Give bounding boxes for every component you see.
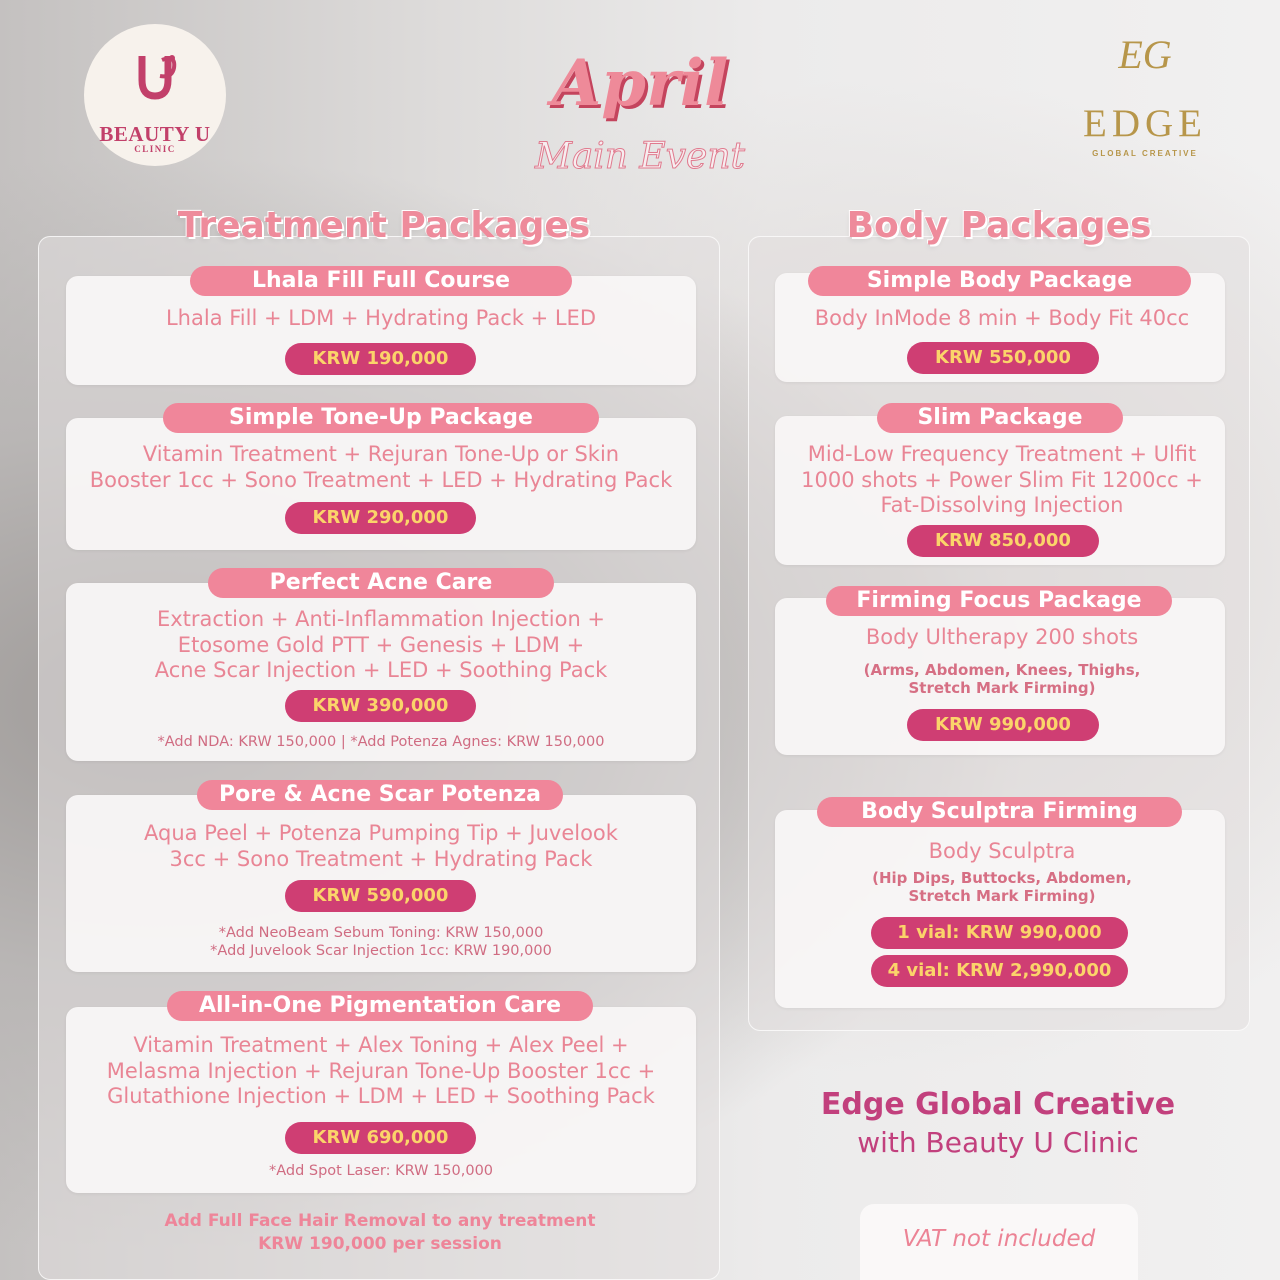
desc-line: Acne Scar Injection + LED + Soothing Pack	[154, 658, 608, 682]
package-sub-desc	[775, 661, 1229, 697]
desc-line: Body Ultherapy 200 shots	[865, 625, 1139, 649]
package-desc	[66, 1033, 696, 1110]
package-price: KRW 390,000	[285, 690, 476, 722]
desc-line: Vitamin Treatment + Rejuran Tone-Up or Skin	[142, 442, 620, 466]
beauty-u-logo	[84, 24, 226, 166]
package-price: KRW 550,000	[907, 342, 1099, 374]
treatment-heading: Treatment Packages	[177, 205, 591, 246]
edge-logo	[1070, 30, 1220, 158]
package-price: KRW 590,000	[285, 880, 476, 912]
package-note: *Add Spot Laser: KRW 150,000	[268, 1163, 494, 1179]
package-title: Firming Focus Package	[826, 586, 1172, 616]
title-event: Main Event	[534, 136, 746, 177]
beauty-u-logo-text: BEAUTY U	[99, 122, 211, 146]
package-sub-desc	[775, 869, 1229, 905]
desc-line: Body Sculptra	[928, 839, 1076, 863]
package-title: Body Sculptra Firming	[817, 797, 1182, 827]
sub-line: Stretch Mark Firming)	[908, 887, 1096, 905]
package-note: *Add NDA: KRW 150,000 | *Add Potenza Agnes: KRW 150,000	[157, 734, 605, 750]
sub-line: (Hip Dips, Buttocks, Abdomen,	[872, 869, 1132, 887]
package-desc	[66, 821, 696, 872]
desc-line: Booster 1cc + Sono Treatment + LED + Hydrating Pack	[89, 467, 673, 492]
desc-line: Aqua Peel + Potenza Pumping Tip + Juvelook	[144, 821, 618, 845]
package-desc	[66, 442, 696, 493]
package-price: KRW 290,000	[285, 502, 476, 534]
desc-line: Melasma Injection + Rejuran Tone-Up Booster 1cc +	[106, 1058, 656, 1083]
package-price: KRW 990,000	[907, 709, 1099, 741]
package-title: Pore & Acne Scar Potenza	[197, 780, 563, 810]
desc-line: Lhala Fill + LDM + Hydrating Pack + LED	[165, 306, 596, 330]
package-note	[66, 924, 696, 960]
edge-logo-sub: GLOBAL CREATIVE	[1092, 149, 1198, 158]
desc-line: Body InMode 8 min + Body Fit 40cc	[814, 306, 1190, 330]
package-desc	[775, 442, 1229, 519]
sub-line: (Arms, Abdomen, Knees, Thighs,	[863, 661, 1141, 679]
package-title: Lhala Fill Full Course	[190, 266, 572, 296]
package-price: KRW 690,000	[285, 1122, 476, 1154]
title-month: April	[551, 46, 729, 121]
package-price: 4 vial: KRW 2,990,000	[871, 955, 1128, 987]
package-price: 1 vial: KRW 990,000	[871, 917, 1128, 949]
edge-logo-text: EDGE	[1083, 102, 1207, 145]
promo-text	[120, 1210, 640, 1256]
sub-line: Stretch Mark Firming)	[908, 679, 1096, 697]
desc-line: Vitamin Treatment + Alex Toning + Alex Peel +	[133, 1033, 629, 1057]
package-desc	[775, 306, 1229, 332]
package-title: Slim Package	[877, 403, 1123, 433]
body-heading: Body Packages	[846, 205, 1152, 246]
package-title: All-in-One Pigmentation Care	[167, 991, 593, 1021]
desc-line: 3cc + Sono Treatment + Hydrating Pack	[169, 846, 593, 871]
note-line: *Add Juvelook Scar Injection 1cc: KRW 190,000	[210, 943, 552, 959]
desc-line: Fat-Dissolving Injection	[880, 493, 1124, 517]
package-price: KRW 850,000	[907, 525, 1099, 557]
package-title: Perfect Acne Care	[208, 568, 554, 598]
note-line: *Add NeoBeam Sebum Toning: KRW 150,000	[218, 925, 544, 941]
desc-line: Etosome Gold PTT + Genesis + LDM +	[177, 632, 585, 657]
package-title: Simple Body Package	[808, 266, 1191, 296]
promo-line: Add Full Face Hair Removal to any treatment	[164, 1211, 596, 1231]
desc-line: Mid-Low Frequency Treatment + Ulfit	[807, 442, 1197, 466]
package-title: Simple Tone-Up Package	[163, 403, 599, 433]
beauty-u-logo-sub: CLINIC	[134, 144, 176, 154]
package-desc	[66, 306, 696, 332]
desc-line: Glutathione Injection + LDM + LED + Soothing Pack	[107, 1084, 655, 1108]
credit-line-1: Edge Global Creative	[820, 1087, 1176, 1122]
vat-note: VAT not included	[860, 1204, 1138, 1280]
package-desc	[66, 607, 696, 684]
beauty-u-mark-icon	[84, 50, 226, 106]
package-price: KRW 190,000	[285, 343, 476, 375]
credit-line-2: with Beauty U Clinic	[857, 1126, 1139, 1159]
desc-line: Extraction + Anti-Inflammation Injection +	[156, 607, 606, 631]
edge-monogram-text: EG	[1118, 32, 1172, 76]
edge-monogram-icon	[1070, 30, 1220, 76]
desc-line: 1000 shots + Power Slim Fit 1200cc +	[801, 467, 1203, 492]
promo-line: KRW 190,000 per session	[258, 1234, 502, 1254]
package-desc	[775, 839, 1229, 865]
package-desc	[775, 625, 1229, 651]
